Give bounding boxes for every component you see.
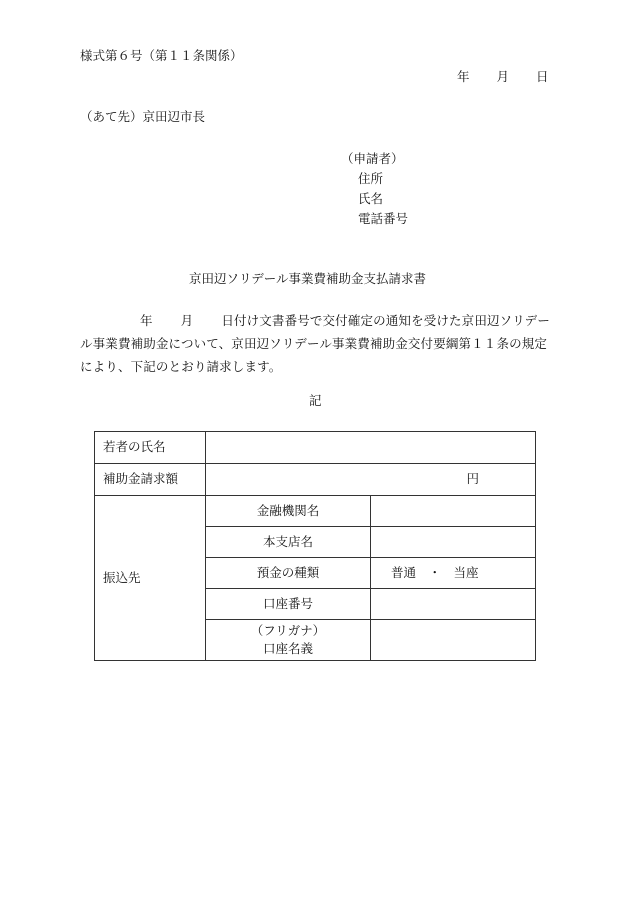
table-row <box>95 432 536 464</box>
account-holder-field[interactable] <box>371 620 536 661</box>
transfer-label: 振込先 <box>95 496 206 661</box>
bank-name-label: 金融機関名 <box>206 496 371 527</box>
date-year: 年 <box>457 69 470 84</box>
date-month: 月 <box>496 69 510 84</box>
youth-name-label: 若者の氏名 <box>95 432 206 464</box>
deposit-type-options: 普通 ・ 当座 <box>391 564 479 580</box>
ki-heading: 記 <box>309 393 322 408</box>
date-day: 日 <box>536 69 549 84</box>
body-month: 月 <box>180 313 194 328</box>
body-text: 日付け文書番号で交付確定の通知を受けた京田辺ソリデール事業費補助金について、京田辺ソリデール事業費補助金交付要綱第１１条の規定により、下記のとおり請求します。 <box>80 313 550 374</box>
applicant-address: 住所 <box>358 171 384 186</box>
applicant-label: （申請者） <box>341 151 404 166</box>
applicant-phone: 電話番号 <box>358 211 409 226</box>
deposit-type-field[interactable] <box>371 558 536 589</box>
furigana-label: （フリガナ） <box>250 622 326 638</box>
request-form-table <box>94 431 536 661</box>
request-amount-label: 補助金請求額 <box>95 464 206 496</box>
addressee: （あて先）京田辺市長 <box>80 109 206 124</box>
document-title: 京田辺ソリデール事業費補助金支払請求書 <box>189 271 427 286</box>
account-holder-label: 口座名義 <box>262 641 313 656</box>
account-holder-label-cell <box>206 620 371 661</box>
branch-field[interactable] <box>371 527 536 558</box>
yen-unit: 円 <box>466 471 479 487</box>
branch-label: 本支店名 <box>206 527 371 558</box>
request-amount-field[interactable] <box>206 464 536 496</box>
account-number-label: 口座番号 <box>206 589 371 620</box>
form-number: 様式第６号（第１１条関係） <box>80 48 243 63</box>
applicant-name: 氏名 <box>358 191 384 206</box>
deposit-type-label: 預金の種類 <box>206 558 371 589</box>
body-paragraph <box>80 309 550 378</box>
youth-name-field[interactable] <box>206 432 536 464</box>
account-number-field[interactable] <box>371 589 536 620</box>
table-row <box>95 496 536 527</box>
bank-name-field[interactable] <box>371 496 536 527</box>
date-line <box>457 71 549 84</box>
body-year: 年 <box>140 313 153 328</box>
table-row <box>95 464 536 496</box>
